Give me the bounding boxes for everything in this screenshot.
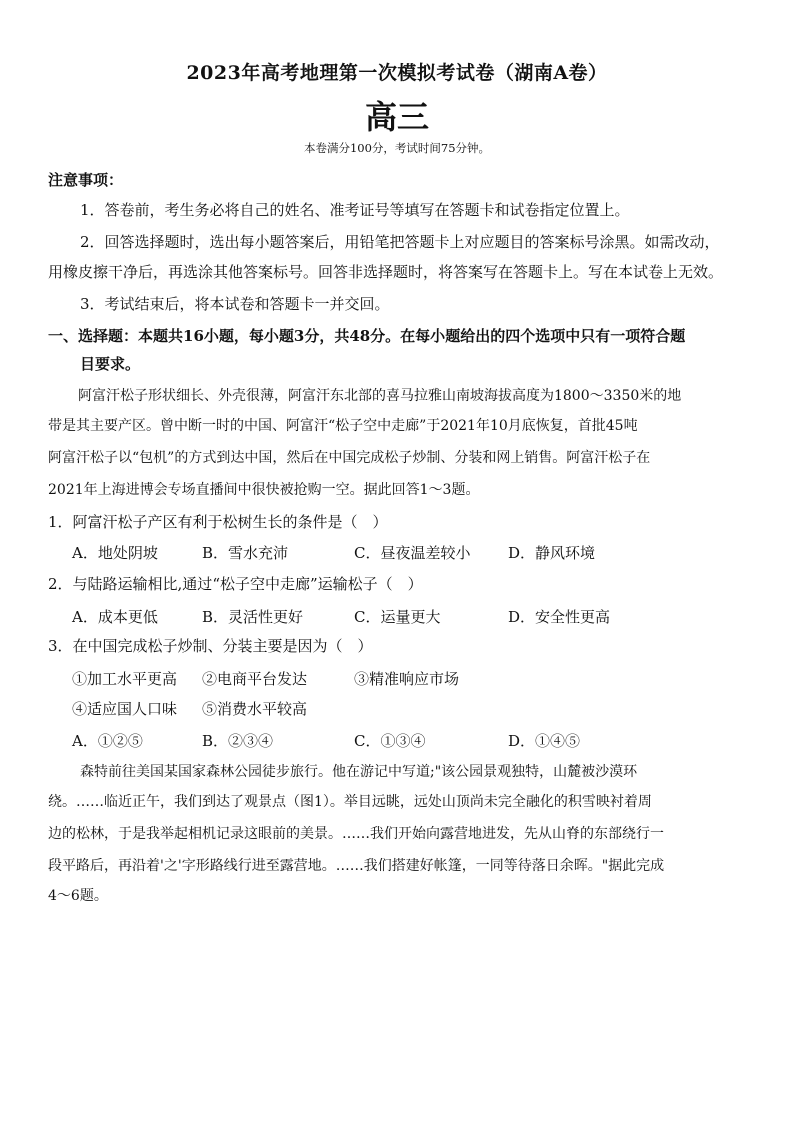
- passage-line: 阿富汗松子形状细长、外壳很薄，阿富汗东北部的喜马拉雅山南坡海拔高度为1800～3350米的地: [78, 388, 682, 404]
- passage-line: 段平路后，再沿着'之'字形路线行进至露营地。……我们搭建好帐篷，一同等待落日余晖。"据此完成: [48, 858, 665, 874]
- exam-title: 2023年高考地理第一次模拟考试卷（湖南A卷）: [186, 62, 608, 84]
- passage-line: 森特前往美国某国家森林公园徒步旅行。他在游记中写道;"该公园景观独特，山麓被沙漠环: [80, 764, 638, 780]
- option-a: A．地处阴坡: [72, 544, 158, 562]
- notice-item: 3．考试结束后，将本试卷和答题卡一并交回。: [80, 295, 390, 313]
- option-d: D．①④⑤: [508, 732, 581, 750]
- statement-item: ③精准响应市场: [354, 670, 460, 688]
- statement-item: ②电商平台发达: [202, 670, 308, 688]
- question-stem: 1．阿富汗松子产区有利于松树生长的条件是（ ）: [48, 513, 388, 531]
- passage-line: 边的松林，于是我举起相机记录这眼前的美景。……我们开始向露营地进发，先从山脊的东部绕行一: [48, 826, 664, 842]
- statement-item: ⑤消费水平较高: [202, 700, 308, 718]
- option-a: A．①②⑤: [72, 732, 143, 750]
- passage-line: 带是其主要产区。曾中断一时的中国、阿富汗“松子空中走廊”于2021年10月底恢复，首批45吨: [48, 418, 638, 434]
- option-b: B．灵活性更好: [202, 608, 304, 626]
- option-b: B．②③④: [202, 732, 274, 750]
- notice-item: 用橡皮擦干净后，再选涂其他答案标号。回答非选择题时，将答案写在答题卡上。写在本试卷上无效。: [48, 263, 724, 281]
- notice-item: 1．答卷前，考生务必将自己的姓名、准考证号等填写在答题卡和试卷指定位置上。: [80, 201, 630, 219]
- passage-line: 阿富汗松子以“包机”的方式到达中国，然后在中国完成松子炒制、分装和网上销售。阿富汗松子在: [48, 450, 651, 466]
- option-d: D．安全性更高: [508, 608, 611, 626]
- question-stem: 2．与陆路运输相比,通过“松子空中走廊”运输松子（ ）: [48, 575, 423, 593]
- passage-line: 4～6题。: [48, 888, 108, 904]
- section-heading-cont: 目要求。: [80, 355, 141, 373]
- option-b: B．雪水充沛: [202, 544, 289, 562]
- notice-item: 2．回答选择题时，选出每小题答案后，用铅笔把答题卡上对应题目的答案标号涂黑。如需改动，: [80, 233, 720, 251]
- statement-item: ①加工水平更高: [72, 670, 178, 688]
- passage-line: 2021年上海进博会专场直播间中很快被抢购一空。据此回答1～3题。: [48, 482, 480, 498]
- notice-label: 注意事项：: [48, 171, 124, 189]
- statement-item: ④适应国人口味: [72, 700, 178, 718]
- option-d: D．静风环境: [508, 544, 596, 562]
- option-c: C．昼夜温差较小: [354, 544, 471, 562]
- score-time-note: 本卷满分100分，考试时间75分钟。: [303, 141, 491, 155]
- grade-subtitle: 高三: [364, 98, 429, 136]
- section-heading: 一、选择题：本题共16小题，每小题3分，共48分。在每小题给出的四个选项中只有一项符合题: [48, 327, 686, 345]
- option-c: C．运量更大: [354, 608, 441, 626]
- option-a: A．成本更低: [72, 608, 158, 626]
- option-c: C．①③④: [354, 732, 426, 750]
- question-stem: 3．在中国完成松子炒制、分装主要是因为（ ）: [48, 637, 373, 655]
- passage-line: 绕。……临近正午，我们到达了观景点（图1）。举目远眺，远处山顶尚未完全融化的积雪映衬着周: [48, 794, 652, 810]
